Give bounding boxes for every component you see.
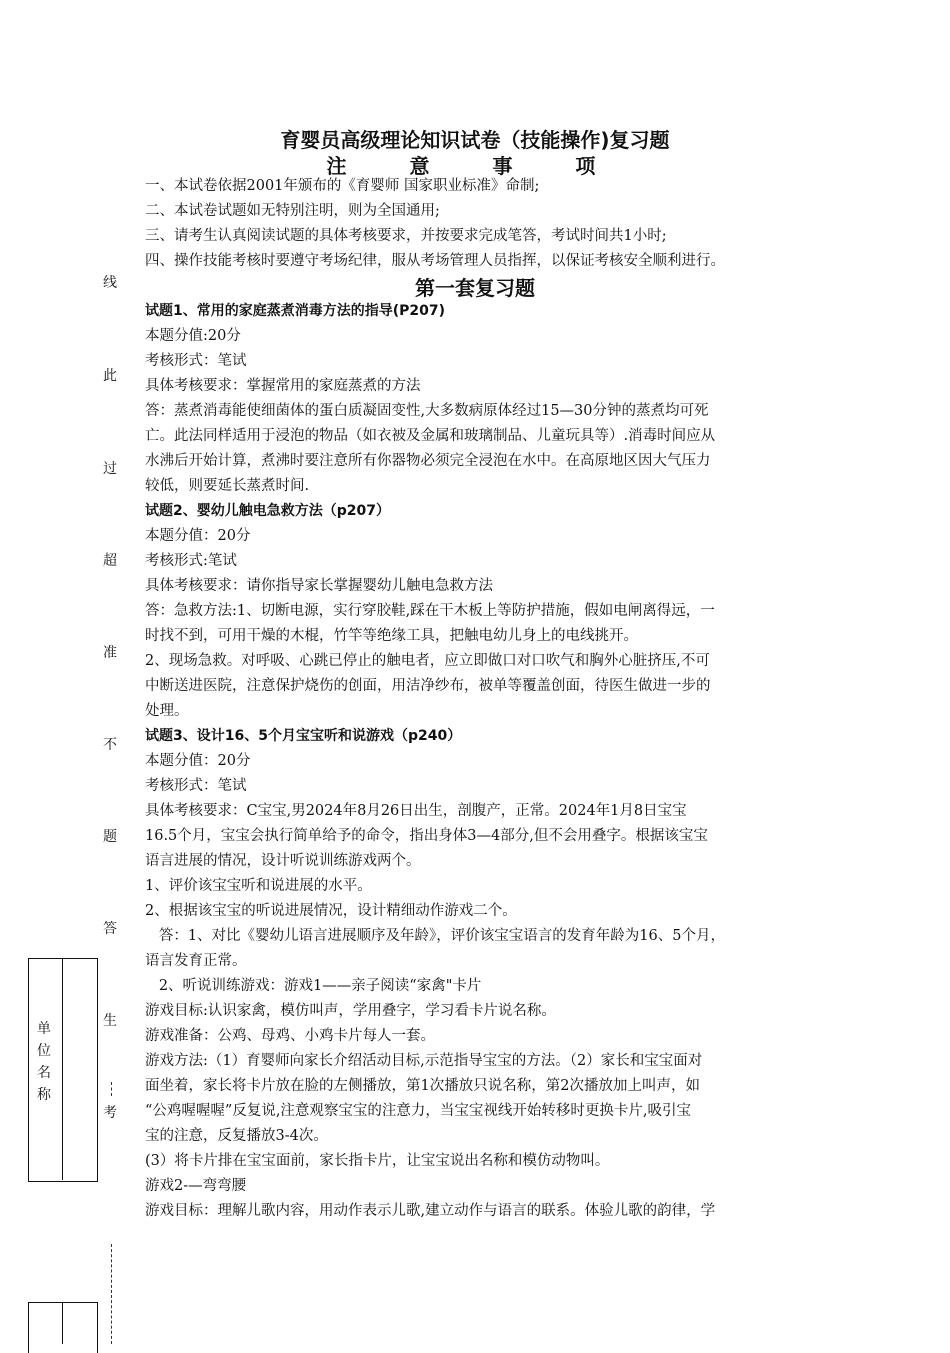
notice-item: 三、请考生认真阅读试题的具体考核要求，并按要求完成笔答，考试时间共1小时; bbox=[145, 228, 667, 244]
body-line: 游戏方法:（1）育婴师向家长介绍活动目标,示范指导宝宝的方法。（2）家长和宝宝面对 bbox=[145, 1053, 703, 1069]
question-title: 试题2、婴幼儿触电急救方法（p207） bbox=[145, 503, 390, 519]
body-line: 1、评价该宝宝听和说进展的水平。 bbox=[145, 878, 372, 894]
body-line: 答：1、对比《婴幼儿语言进展顺序及年龄》，评价该宝宝语言的发育年龄为16、5个月， bbox=[145, 928, 725, 944]
binding-margin-char: 生 bbox=[103, 1013, 117, 1029]
question-form: 考核形式：笔试 bbox=[145, 353, 247, 369]
question-form: 考核形式:笔试 bbox=[145, 553, 237, 569]
answer-line: 亡。此法同样适用于浸泡的物品（如衣被及金属和玻璃制品、儿童玩具等）.消毒时间应从 bbox=[145, 428, 716, 444]
question-score: 本题分值:20分 bbox=[145, 328, 241, 344]
question-title: 试题3、设计16、5个月宝宝听和说游戏（p240） bbox=[145, 728, 462, 744]
section-title: 第一套复习题 bbox=[415, 276, 535, 300]
question-score: 本题分值：20分 bbox=[145, 528, 251, 544]
answer-line: 答：急救方法:1、切断电源，实行穿胶鞋,踩在干木板上等防护措施，假如电闸离得远，一 bbox=[145, 603, 715, 619]
answer-line: 时找不到，可用干燥的木棍，竹竿等绝缘工具，把触电幼儿身上的电线挑开。 bbox=[145, 628, 638, 644]
question-score: 本题分值：20分 bbox=[145, 753, 251, 769]
body-line: 游戏目标：理解儿歌内容，用动作表示儿歌,建立动作与语言的联系。体验儿歌的韵律，学 bbox=[145, 1203, 716, 1219]
unit-name-label: 单 位 名 称 bbox=[37, 1021, 51, 1103]
lower-box-divider bbox=[62, 1302, 63, 1344]
notice-item: 一、本试卷依据2001年颁布的《育婴师 国家职业标准》命制; bbox=[145, 178, 540, 194]
binding-dashed-line bbox=[111, 1082, 112, 1096]
notice-item: 四、操作技能考核时要遵守考场纪律，服从考场管理人员指挥，以保证考核安全顺利进行。 bbox=[145, 253, 725, 269]
binding-margin-char: 答 bbox=[103, 921, 117, 937]
question-requirement: 具体考核要求：掌握常用的家庭蒸煮的方法 bbox=[145, 378, 421, 394]
notice-item: 二、本试卷试题如无特别注明，则为全国通用; bbox=[145, 203, 440, 219]
body-line: 2、根据该宝宝的听说进展情况，设计精细动作游戏二个。 bbox=[145, 903, 517, 919]
binding-margin-char: 过 bbox=[103, 461, 117, 477]
body-line: 游戏准备：公鸡、母鸡、小鸡卡片每人一套。 bbox=[145, 1028, 435, 1044]
answer-line: 中断送进医院，注意保护烧伤的创面，用洁净纱布，被单等覆盖创面，待医生做进一步的 bbox=[145, 678, 711, 694]
binding-margin-char: 线 bbox=[103, 275, 117, 291]
body-line: 游戏目标:认识家禽，模仿叫声，学用叠字，学习看卡片说名称。 bbox=[145, 1003, 556, 1019]
body-line: 语言进展的情况，设计听说训练游戏两个。 bbox=[145, 853, 421, 869]
answer-line: 2、现场急救。对呼吸、心跳已停止的触电者，应立即做口对口吹气和胸外心脏挤压,不可 bbox=[145, 653, 710, 669]
body-line: 16.5个月，宝宝会执行简单给予的命令，指出身体3—4部分,但不会用叠字。根据该宝宝 bbox=[145, 828, 708, 844]
body-line: 宝的注意，反复播放3-4次。 bbox=[145, 1128, 328, 1144]
notice-heading: 注 意 事 项 bbox=[326, 154, 624, 178]
body-line: 游戏2-—弯弯腰 bbox=[145, 1178, 247, 1194]
binding-margin-char: 准 bbox=[103, 645, 117, 661]
body-line: 面坐着，家长将卡片放在脸的左侧播放，第1次播放只说名称，第2次播放加上叫声，如 bbox=[145, 1078, 700, 1094]
body-line: “公鸡喔喔喔”反复说,注意观察宝宝的注意力，当宝宝视线开始转移时更换卡片,吸引宝 bbox=[145, 1103, 692, 1119]
question-requirement: 具体考核要求：请你指导家长掌握婴幼儿触电急救方法 bbox=[145, 578, 493, 594]
answer-line: 答：蒸煮消毒能使细菌体的蛋白质凝固变性,大多数病原体经过15—30分钟的蒸煮均可死 bbox=[145, 403, 709, 419]
body-line: 语言发育正常。 bbox=[145, 953, 247, 969]
unit-box-divider bbox=[62, 958, 63, 1180]
binding-margin-char: 考 bbox=[103, 1105, 117, 1121]
document-title: 育婴员高级理论知识试卷（技能操作)复习题 bbox=[280, 128, 670, 152]
binding-dashed-line bbox=[111, 1244, 112, 1344]
question-form: 考核形式：笔试 bbox=[145, 778, 247, 794]
lower-box bbox=[28, 1302, 98, 1353]
binding-margin-char: 此 bbox=[103, 368, 117, 384]
answer-line: 水沸后开始计算，煮沸时要注意所有你器物必须完全浸泡在水中。在高原地区因大气压力 bbox=[145, 453, 711, 469]
body-line: (3）将卡片排在宝宝面前，家长指卡片，让宝宝说出名称和模仿动物叫。 bbox=[145, 1153, 610, 1169]
body-line: 具体考核要求：C宝宝,男2024年8月26日出生，剖腹产，正常。2024年1月8日宝宝 bbox=[145, 803, 687, 819]
answer-line: 处理。 bbox=[145, 703, 189, 719]
answer-line: 较低，则要延长蒸煮时间. bbox=[145, 478, 310, 494]
binding-margin-char: 超 bbox=[103, 553, 117, 569]
body-line: 2、听说训练游戏：游戏1——亲子阅读“家禽"卡片 bbox=[145, 978, 482, 994]
binding-margin-char: 题 bbox=[103, 829, 117, 845]
binding-margin-char: 不 bbox=[103, 737, 117, 753]
question-title: 试题1、常用的家庭蒸煮消毒方法的指导(P207) bbox=[145, 303, 446, 319]
